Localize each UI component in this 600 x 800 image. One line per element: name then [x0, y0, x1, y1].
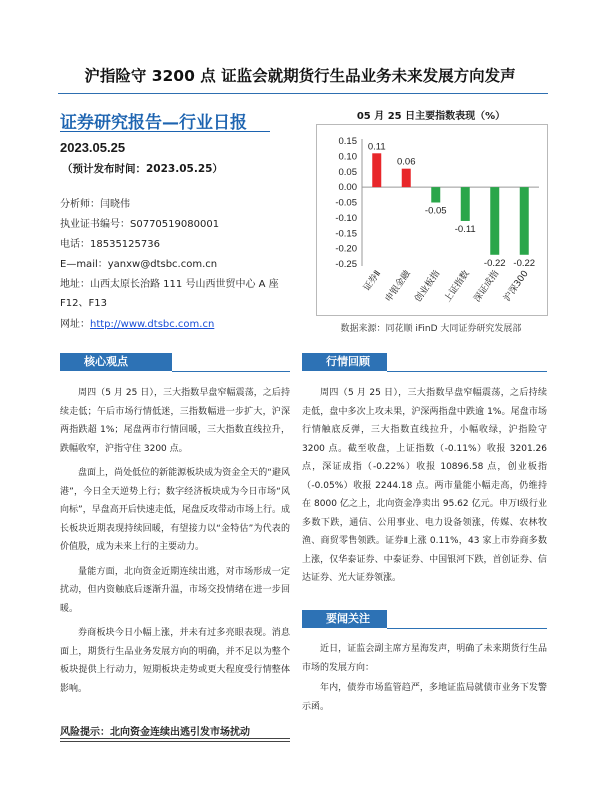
report-type: 证券研究报告—行业日报	[60, 113, 247, 133]
core-view-rule	[172, 371, 290, 372]
bar-value-label: -0.22	[483, 257, 506, 269]
chart-bar	[520, 187, 529, 255]
market-review-body	[302, 384, 547, 588]
license-number: 执业证书编号：S0770519080001	[60, 219, 220, 230]
bar-value-label: 0.11	[367, 141, 386, 153]
y-tick-label: 0.10	[338, 151, 357, 163]
report-type-underline	[60, 131, 270, 132]
publish-date: （预计发布时间：2023.05.25）	[62, 163, 223, 175]
category-label: 创业板指	[413, 268, 443, 305]
risk-rule-top	[60, 738, 290, 739]
core-paragraph: 量能方面，北向资金近期连续出逃，对市场形成一定扰动，但内资触底后逐渐升温，市场交投情绪在进一步回暖。	[60, 566, 290, 614]
key-news-body	[302, 640, 547, 716]
news-paragraph: 年内，债券市场监管趋严，多地证监局就债市业务下发警示函。	[302, 683, 547, 712]
website-link[interactable]: http://www.dtsbc.com.cn	[90, 319, 215, 330]
y-tick-label: 0.00	[338, 182, 357, 194]
report-headline: 沪指险守 3200 点 证监会就期货行生品业务未来发展方向发声	[84, 67, 516, 85]
y-tick-label: -0.10	[335, 212, 357, 224]
category-label: 深证成指	[472, 268, 502, 305]
chart-source: 数据来源：同花顺 iFinD 大同证券研究发展部	[340, 324, 522, 334]
core-paragraph: 券商板块今日小幅上涨，并未有过多亮眼表现。消息面上，期货行生品业务发展方向的明确，并不足以为整个板块提供上行动力，短期板块走势或更大程度受行情整体影响。	[60, 628, 290, 694]
office-address: 地址：山西太原长治路 111 号山西世贸中心 A 座 F12、F13	[60, 279, 279, 309]
chart-bar	[372, 153, 381, 187]
chart-bar	[490, 187, 499, 255]
y-tick-label: 0.15	[338, 136, 357, 147]
core-paragraph: 盘面上，尚处低位的新能源板块成为资金全天的“避风港”，今日全天逆势上行；数字经济板块成为今日市场“风向标”，早盘高开后快速走低，尾盘反攻带动市场上行。成长板块近期表现持续回暖，有望接力以“金特估”为代表的价值股，成为未来上行的主要动力。	[60, 468, 290, 552]
bar-value-label: -0.05	[424, 205, 447, 217]
news-paragraph: 近日，证监会副主席方星海发声，明确了未来期货行生品市场的发展方向：	[302, 644, 547, 673]
chart-bar	[461, 187, 470, 221]
category-label: 上证指数	[442, 268, 472, 305]
key-news-rule	[387, 628, 547, 629]
chart-bar	[402, 169, 411, 187]
category-label: 沪深300	[502, 268, 531, 304]
email-address: E—mail：yanxw@dtsbc.com.cn	[60, 259, 218, 270]
risk-warning: 风险提示：北向资金连续出逃引发市场扰动	[60, 727, 250, 738]
y-tick-label: 0.05	[338, 166, 357, 178]
y-tick-label: -0.25	[335, 259, 357, 270]
bar-value-label: -0.22	[513, 257, 536, 269]
y-tick-label: -0.05	[335, 197, 357, 209]
core-view-heading: 核心观点	[60, 353, 172, 371]
phone-number: 电话：18535125736	[60, 239, 160, 250]
index-performance-chart	[316, 124, 548, 316]
report-date: 2023.05.25	[60, 140, 126, 155]
market-review-heading: 行情回顾	[302, 353, 387, 371]
chart-title: 05 月 25 日主要指数表现（%）	[356, 111, 506, 122]
y-tick-label: -0.20	[335, 243, 357, 255]
chart-bar	[431, 187, 440, 202]
bar-value-label: 0.06	[397, 156, 416, 168]
category-label: 证券Ⅱ	[362, 268, 384, 294]
chart-canvas	[317, 125, 547, 315]
website-row	[60, 315, 214, 330]
website-label: 网址：	[60, 319, 90, 330]
y-tick-label: -0.15	[335, 228, 357, 240]
core-view-body	[60, 384, 290, 698]
header-divider	[58, 93, 548, 94]
analyst-name: 分析师：闫晓伟	[60, 199, 130, 210]
key-news-heading: 要闻关注	[302, 610, 387, 628]
bar-value-label: -0.11	[454, 223, 476, 235]
market-paragraph: 周四（5 月 25 日），三大指数早盘窄幅震荡，之后持续走低，盘中多次上攻未果，沪深两指盘中跌逾 1%。尾盘市场行情触底反弹，三大指数直线拉升，小幅收绿，沪指险守 3200 点。截至收盘，上证指数（-0.11%）收报 3201.26 点，深证成指（-0.22%）收报 10896.58 点，创业板指（-0.05%）收报 2244.18 点。两市量能小幅走高，仍维持在 8000 亿之上，北向资金净卖出 95.62 亿元。申万Ⅰ级行业多数下跌，通信、公用事业、电力设备领涨，传媒、农林牧渔、商贸零售领跌。证券Ⅱ上涨 0.11%，43 家上市券商多数上涨，仅华泰证券、中泰证券、中国银河下跌，首创证券、信达证券、光大证券领涨。	[302, 388, 547, 583]
market-review-rule	[387, 371, 547, 372]
category-label: 申银金融	[383, 268, 413, 305]
core-paragraph: 周四（5 月 25 日），三大指数早盘窄幅震荡，之后持续走低；午后市场行情低迷，三指数幅进一步扩大，沪深两指跌超 1%；尾盘两市行情回暖，三大指数直线拉升，跌幅收窄，沪指守住 3200 点。	[60, 388, 290, 454]
risk-rule-bottom	[60, 741, 290, 742]
